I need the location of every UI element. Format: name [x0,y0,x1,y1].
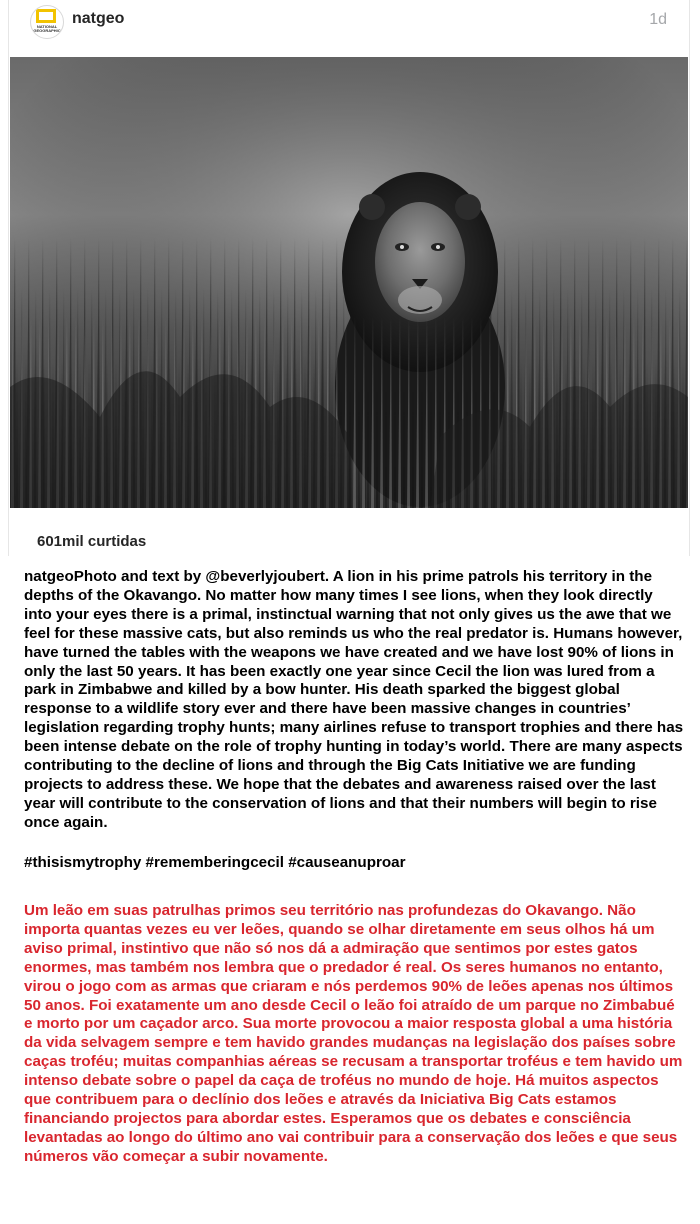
portuguese-translation-text: Um leão em suas patrulhas primos seu território nas profundezas do Okavango. Não importa quantas vezes eu ver leões, quando se olhar diretamente em seus olhos há um aviso primal, instintivo que não só nos dá a admiração que sentimos por estes gatos enormes, mas também nos lembra que o predador é real. Os seres humanos no entanto, virou o jogo com as armas que criaram e nós perdemos 90% de leões apenas nos últimos 50 anos. Foi exatamente um ano desde Cecil o leão foi atraído de um parque no Zimbabué e morto por um caçador arco. Sua morte provocou a maior resposta global a uma história da vida selvagem sempre e tem havido grandes mudanças na legislação dos países sobre caças troféu; muitas companhias aéreas se recusam a transportar troféus e tem havido um intenso debate sobre o papel da caça de troféus no mundo de hoje. Há muitos aspectos que contribuem para o declínio dos leões e através da Iniciativa Big Cats estamos financiando projectos para abordar estes. Esperamos que os debates e consciência levantadas ao longo do último ano vai contribuir para a conservação dos leões e que seus números vão começar a subir novamente. [24,902,683,1165]
caption-text: natgeoPhoto and text by @beverlyjoubert. A lion in his prime patrols his territory in the depths of the Okavango. No matter how many times I see lions, when they look directly into your eyes there is a primal, instinctual warning that not only gives us the awe that we feel for these massive cats, but also reminds us who the real predator is. Humans however, have turned the tables with the weapons we have created and we have lost 90% of lions in only the last 50 years. It has been exactly one year since Cecil the lion was lured from a park in Zimbabwe and killed by a bow hunter. His death sparked the biggest global response to a wildlife story ever and there have been massive changes in countries’ legislation regarding trophy hunts; many airlines refuse to transport trophies and there has been intense debate on the role of trophy hunting in today’s world. There are many aspects contributing to the decline of lions and through the Big Cats Initiative we are funding projects to address these. We hope that the debates and awareness raised over the last year will contribute to the conservation of lions and that their numbers will begin to rise once again. [24,568,684,831]
lion-in-grass-photo[interactable] [10,57,688,508]
avatar-logo-text: NATIONAL GEOGRAPHIC [33,24,61,33]
avatar[interactable] [30,5,64,39]
national-geographic-logo-icon [36,9,56,23]
caption-hashtags[interactable]: #thisismytrophy #rememberingcecil #causeanuproar [24,854,406,871]
username-link[interactable]: natgeo [72,10,125,27]
post-timestamp[interactable]: 1d [649,11,667,28]
post-card [8,0,690,556]
likes-count[interactable]: 601mil curtidas [37,533,147,550]
post-header [9,0,689,56]
